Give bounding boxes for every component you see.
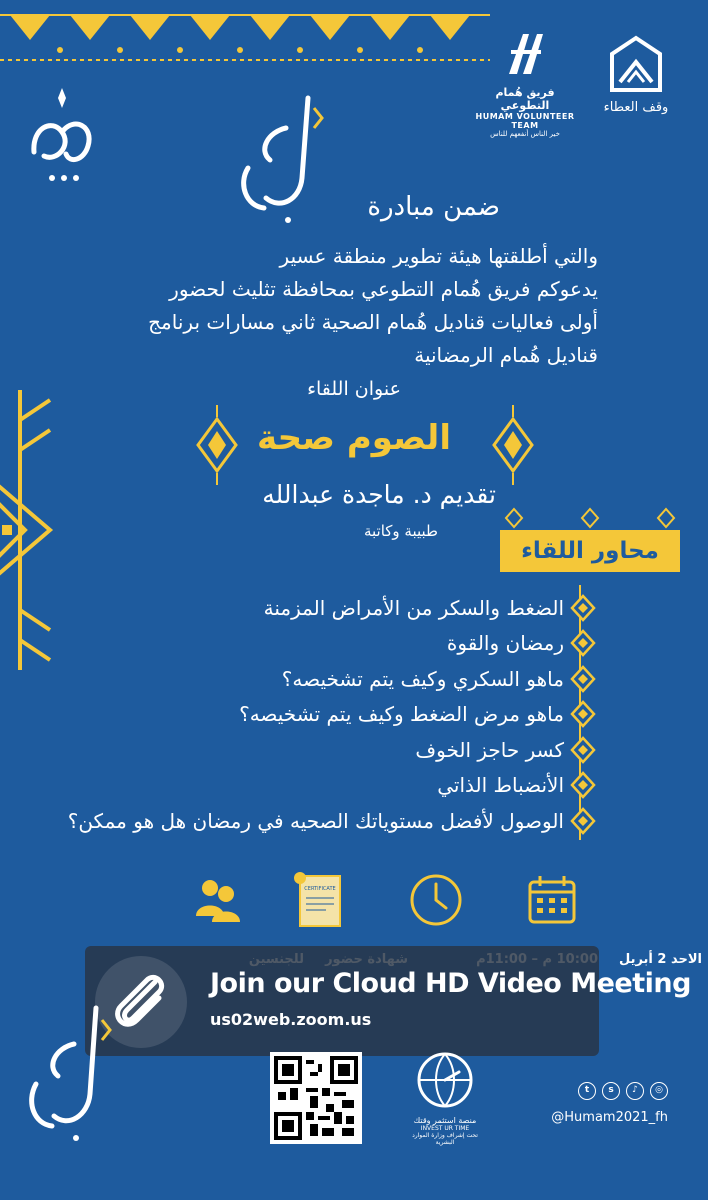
social-links	[548, 1082, 668, 1152]
intro-paragraph	[78, 240, 598, 372]
diamond-bullet-icon	[570, 629, 596, 657]
invest-english: INVEST UR TIME	[420, 1125, 470, 1132]
invest-name: منصة استثمر وقتك	[413, 1116, 477, 1125]
social-handle[interactable]: @Humam2021_fh	[551, 1110, 668, 1125]
invest-your-time-logo	[410, 1050, 480, 1146]
certificate-icon	[290, 870, 350, 930]
waqf-label: وقف العطاء	[603, 100, 669, 115]
list-item	[6, 626, 596, 662]
humam-team-english: HUMAM VOLUNTEER TEAM	[475, 112, 575, 130]
intro-line: والتي أطلقتها هيئة تطوير منطقة عسير	[279, 244, 598, 268]
topics-header-ornament	[500, 505, 680, 531]
clock-icon	[406, 870, 466, 930]
top-ornament-pattern	[0, 0, 490, 70]
humam-team-name: فريق هُمام التطوعي	[495, 86, 555, 112]
humam-emblem-icon	[503, 30, 547, 78]
diamond-bullet-icon	[570, 771, 596, 799]
people-icon	[188, 870, 248, 930]
social-icons	[548, 1082, 668, 1100]
waqf-arch-icon	[606, 34, 666, 94]
list-item	[6, 768, 596, 804]
qr-code-pattern	[274, 1056, 358, 1140]
topic-text: رمضان والقوة	[446, 631, 564, 656]
globe-clock-icon	[415, 1050, 475, 1110]
topic-text: الوصول لأفضل مستوياتك الصحيه في رمضان هل هو ممكن؟	[67, 808, 564, 833]
intro-line: أولى فعاليات قناديل هُمام الصحية ثاني مسارات برنامج	[148, 310, 598, 334]
presenter-role: طبيبة وكاتبة	[363, 522, 438, 540]
info-icons-row	[0, 870, 708, 940]
jarawia-calligraphy-top	[228, 88, 338, 228]
list-item	[6, 697, 596, 733]
certificate-badge-text: CERTIFICATE	[304, 886, 336, 892]
intro-line: قناديل هُمام الرمضانية	[414, 343, 598, 367]
tiktok-icon[interactable]: ♪	[626, 1082, 644, 1100]
diamond-bullet-icon	[570, 665, 596, 693]
zoom-link-title[interactable]: Join our Cloud HD Video Meeting	[210, 968, 691, 999]
diamond-bullet-icon	[570, 700, 596, 728]
calendar-icon	[522, 870, 582, 930]
meeting-title: الصوم صحة	[257, 418, 451, 458]
topic-text: الضغط والسكر من الأمراض المزمنة	[263, 595, 564, 620]
topic-text: ماهو السكري وكيف يتم تشخيصه؟	[281, 666, 564, 691]
meeting-label: عنوان اللقاء	[307, 378, 401, 400]
qr-code[interactable]	[270, 1052, 362, 1144]
twitter-icon[interactable]: t	[578, 1082, 596, 1100]
list-item	[6, 590, 596, 626]
event-date: الاحد 2 أبريل	[618, 952, 702, 967]
list-item	[6, 732, 596, 768]
presenter-name: تقديم د. ماجدة عبدالله	[262, 480, 496, 509]
humam-team-logo	[470, 30, 580, 138]
topics-header: محاور اللقاء	[500, 530, 680, 572]
topic-text: الأنضباط الذاتي	[437, 773, 564, 798]
diamond-bullet-icon	[570, 736, 596, 764]
topics-list	[6, 590, 596, 839]
initiative-heading: ضمن مبادرة	[367, 192, 500, 222]
intro-line: يدعوكم فريق هُمام التطوعي بمحافظة تثليث لحضور	[169, 277, 598, 301]
invest-sub: تحت إشراف وزارة الموارد البشرية	[412, 1132, 478, 1146]
waei-calligraphy-logo	[22, 82, 102, 192]
zoom-link-url[interactable]: us02web.zoom.us	[210, 1010, 372, 1029]
diamond-bullet-icon	[570, 807, 596, 835]
topic-text: ماهو مرض الضغط وكيف يتم تشخيصه؟	[239, 702, 564, 727]
snapchat-icon[interactable]: s	[602, 1082, 620, 1100]
list-item	[6, 661, 596, 697]
instagram-icon[interactable]: ◎	[650, 1082, 668, 1100]
topic-text: كسر حاجز الخوف	[415, 737, 564, 762]
diamond-bullet-icon	[570, 594, 596, 622]
list-item	[6, 803, 596, 839]
jarawia-calligraphy-bottom	[14, 998, 124, 1148]
humam-team-slogan: خير الناس أنفعهم للناس	[490, 130, 560, 138]
waqf-logo	[598, 34, 674, 124]
